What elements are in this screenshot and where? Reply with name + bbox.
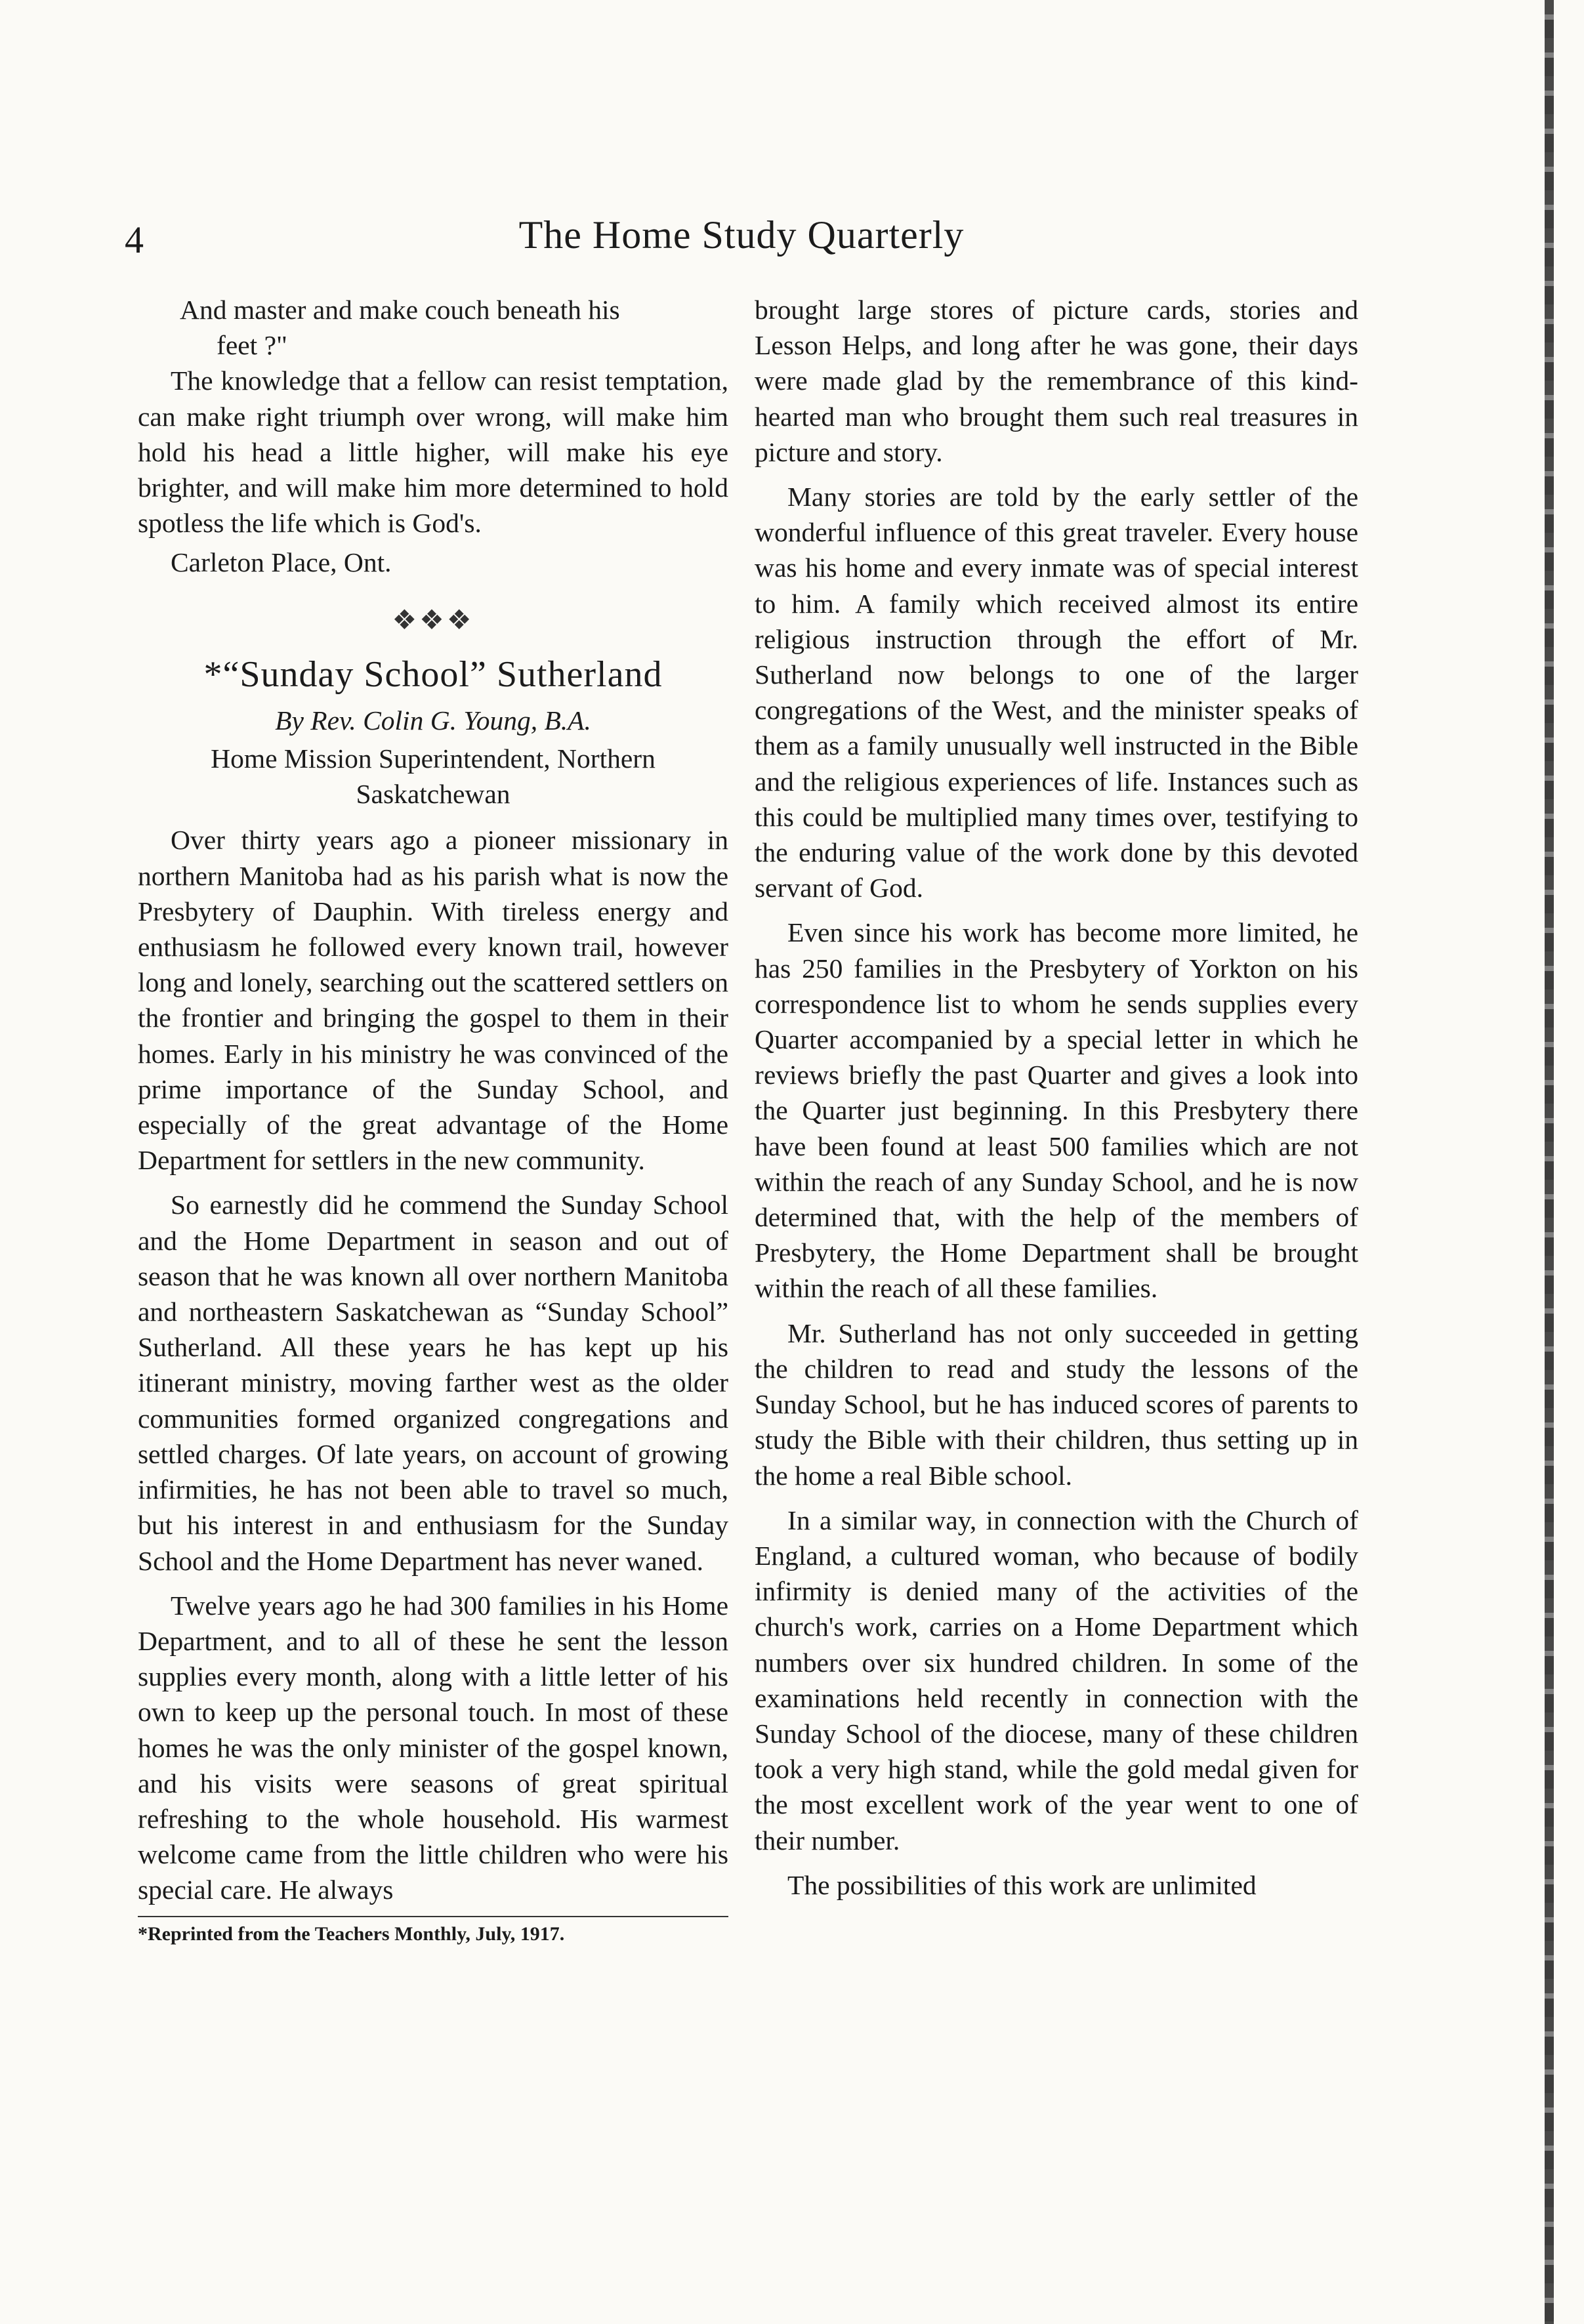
paragraph: Even since his work has become more limited, he has 250 families in the Presbytery of Yorkton on his correspondence list to whom he sends supplies every Quarter accompanied by a special letter in which he reviews briefly the past Quarter and gives a look into the Quarter just beginning. In this Presbytery there have been found at least 500 families which are not within the reach of any Sunday School, and he is now determined that, with the help of the members of Presbytery, the Home Department shall be brought within the reach of all these families. xyxy=(755,917,1358,1304)
paragraph: Many stories are told by the early settler of the wonderful influence of this great traveler. Every house was his home and every inmate was of special interest to him. A family which received almost its entire religious instruction through the effort of Mr. Sutherland now belongs to one of the larger congregations of the West, and the minister speaks of them as a family unusually well instructed in the Bible and the religious experiences of life. Instances such as this could be multiplied many times over, testifying to the enduring value of the work done by this devoted servant of God. xyxy=(755,482,1358,903)
paragraph: So earnestly did he commend the Sunday School and the Home Department in season and out of season that he was known all over northern Manitoba and northeastern Saskatchewan as “Sunday School” Sutherland. All these years he has kept up his itinerant ministry, moving farther west as the older communities formed organized congregations and settled charges. Of late years, on account of growing infirmities, he has not been able to travel so much, but his interest in and enthusiasm for the Sunday School and the Home Department has never waned. xyxy=(138,1190,728,1576)
right-column xyxy=(755,292,1358,1903)
left-column xyxy=(138,292,728,1947)
scan-edge-shadow xyxy=(1545,0,1554,2324)
author-affiliation: Home Mission Superintendent, Northern Saskatchewan xyxy=(211,743,656,810)
signature: Carleton Place, Ont. xyxy=(171,547,392,578)
poem-line: And master and make couch beneath his xyxy=(180,295,620,325)
footnote-divider xyxy=(138,1916,728,1917)
paragraph: Over thirty years ago a pioneer missionary in northern Manitoba had as his parish what is now the Presbytery of Dauphin. With tireless energy and enthusiasm he followed every known trail, however long and lonely, searching out the scattered settlers on the frontier and bringing the gospel to them in their homes. Early in his ministry he was convinced of the prime importance of the Sunday School, and especially of the great advantage of the Home Department for settlers in the new community. xyxy=(138,825,728,1176)
article-title: *“Sunday School” Sutherland xyxy=(203,654,663,695)
paragraph: brought large stores of picture cards, stories and Lesson Helps, and long after he was gone, their days were made glad by the remembrance of this kind-hearted man who brought them such real treasures in picture and story. xyxy=(755,295,1358,467)
page-number: 4 xyxy=(125,218,144,261)
paragraph: Mr. Sutherland has not only succeeded in getting the children to read and study the lessons of the Sunday School, but he has induced scores of parents to study the Bible with their children, thus setting up in the home a real Bible school. xyxy=(755,1318,1358,1491)
poem-line: feet ?" xyxy=(217,330,287,361)
page-header xyxy=(125,209,1358,274)
section-ornament: ❖❖❖ xyxy=(392,605,474,636)
paragraph: In a similar way, in connection with the Church of England, a cultured woman, who because of bodily infirmity is denied many of the activities of the church's work, carries on a Home Department which numbers over six hundred children. In some of the examinations held recently in connection with the Sunday School of the diocese, many of these children took a very high stand, while the gold medal given for the most excellent work of the year went to one of their number. xyxy=(755,1504,1358,1856)
paragraph: The knowledge that a fellow can resist temptation, can make right triumph over wrong, will make him hold his head a little higher, will make his eye brighter, and will make him more determined to hold spotless the life which is God's. xyxy=(138,365,728,539)
paragraph: Twelve years ago he had 300 families in his Home Department, and to all of these he sent the lesson supplies every month, along with a little letter of his own to keep up the personal touch. In most of these homes he was the only minister of the gospel known, and his visits were seasons of great spiritual refreshing to the whole household. His warmest welcome came from the little children who were his special care. He always xyxy=(138,1590,728,1905)
footnote: *Reprinted from the Teachers Monthly, July, 1917. xyxy=(138,1922,565,1945)
paragraph: The possibilities of this work are unlimited xyxy=(787,1869,1257,1900)
running-title: The Home Study Quarterly xyxy=(518,213,965,257)
byline: By Rev. Colin G. Young, B.A. xyxy=(275,705,591,736)
